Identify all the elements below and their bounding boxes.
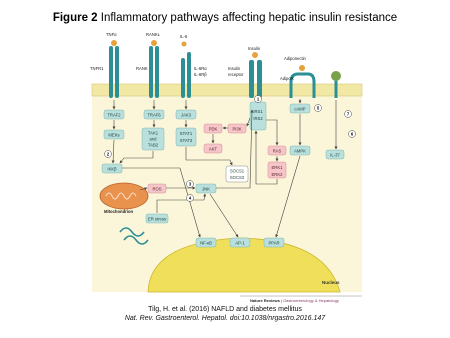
il6-ligand [182, 42, 187, 47]
il6-receptor-alpha [181, 58, 185, 98]
figure-title-text: Inflammatory pathways affecting hepatic insulin resistance [100, 12, 398, 24]
er-stress-label: ER stress [147, 216, 167, 222]
il6-label: IL-6 [180, 34, 188, 39]
journal-brand: Nature Reviews [250, 298, 280, 303]
step-4: 4 [188, 195, 192, 201]
tnfr1-receptor [109, 46, 113, 98]
akt-label: AKT [208, 146, 218, 152]
tnfr1-receptor-chain [115, 46, 119, 98]
stat3-label: STAT3 [179, 138, 193, 143]
ras-label: RAS [272, 148, 282, 154]
rank-label: RANK [136, 66, 148, 71]
adipor-label: AdipoR [280, 76, 294, 81]
citation-line-2: Nat. Rev. Gastroenterol. Hepatol. doi:10.1038/nrgastro.2016.147 [124, 315, 326, 322]
traf2-label: TRAF2 [107, 112, 121, 118]
il6rb-label: IL-6Rβ [194, 72, 207, 77]
socs3-label: SOCS3 [229, 175, 245, 180]
ikkb-label: IKKβ [107, 166, 117, 172]
il37-ligand [331, 71, 341, 81]
meks-label: MEKs [108, 132, 120, 138]
insulin-receptor [249, 60, 254, 98]
insulin-label: Insulin [248, 46, 261, 51]
ampk-label: AMPK [294, 148, 306, 154]
ap1-label: AP-1 [235, 240, 245, 246]
step-5: 5 [316, 105, 320, 111]
adiponectin-label: Adiponectin [284, 56, 306, 61]
ppar-label: PPAR [268, 240, 280, 246]
tnfa-ligand [111, 40, 117, 46]
il37-label: IL-37 [330, 152, 340, 158]
journal-label: Nature Reviews | Gastroenterology & Hepatology [250, 298, 339, 303]
rankl-label: RANKL [146, 32, 160, 37]
cell-membrane [92, 84, 362, 96]
adiponectin-ligand [299, 65, 305, 71]
citation-line-1: Tilg, H. et al. (2016) NAFLD and diabetes mellitus [148, 306, 302, 313]
insulin-receptor-chain [257, 60, 262, 98]
tnfr1-label: TNFR1 [90, 66, 104, 71]
insulin-ligand [252, 52, 258, 58]
rank-receptor-chain [155, 46, 159, 98]
step-1: 1 [256, 96, 260, 102]
tnfa-label: TNFα [106, 32, 117, 37]
tak1-label-3: TAB2 [147, 142, 159, 148]
jnk-label: JNK [202, 186, 210, 192]
step-3: 3 [188, 181, 192, 187]
stat1-label: STAT1 [179, 131, 193, 136]
socs1-label: SOCS1 [229, 168, 245, 174]
jak3-label: JAK3 [180, 112, 192, 118]
ros-label: ROS [152, 186, 162, 192]
pi3k-label: PI3K [232, 126, 242, 132]
nucleus-label: Nucleus [322, 280, 340, 285]
tak1-label-2: and [149, 136, 157, 142]
pdk-label: PDK [208, 126, 218, 132]
erk1-label: ERK1 [271, 165, 283, 170]
step-2: 2 [106, 151, 110, 157]
traf6-label: TRAF6 [147, 112, 161, 118]
il6ra-label: IL-6Rα [194, 66, 207, 71]
rank-receptor [149, 46, 153, 98]
insulin-receptor-label-1: Insulin [228, 66, 241, 71]
nfkb-label: NF-κB [200, 240, 212, 246]
il6-receptor-beta [187, 52, 191, 98]
irs2-label: IRS2 [253, 116, 263, 121]
erk2-label: ERK2 [271, 172, 283, 177]
irs1-label: IRS1 [253, 109, 263, 114]
mitochondrion-label: Mitochondrion [104, 209, 134, 214]
tak1-label-1: TAK1 [147, 130, 159, 136]
figure-label: Figure 2 [52, 12, 98, 24]
step-7: 7 [346, 111, 350, 117]
journal-section: Gastroenterology & Hepatology [283, 298, 339, 303]
step-6: 6 [350, 131, 354, 137]
camp-label: cAMP [294, 106, 306, 112]
insulin-receptor-label-2: receptor [228, 72, 244, 77]
rankl-ligand [151, 40, 157, 46]
